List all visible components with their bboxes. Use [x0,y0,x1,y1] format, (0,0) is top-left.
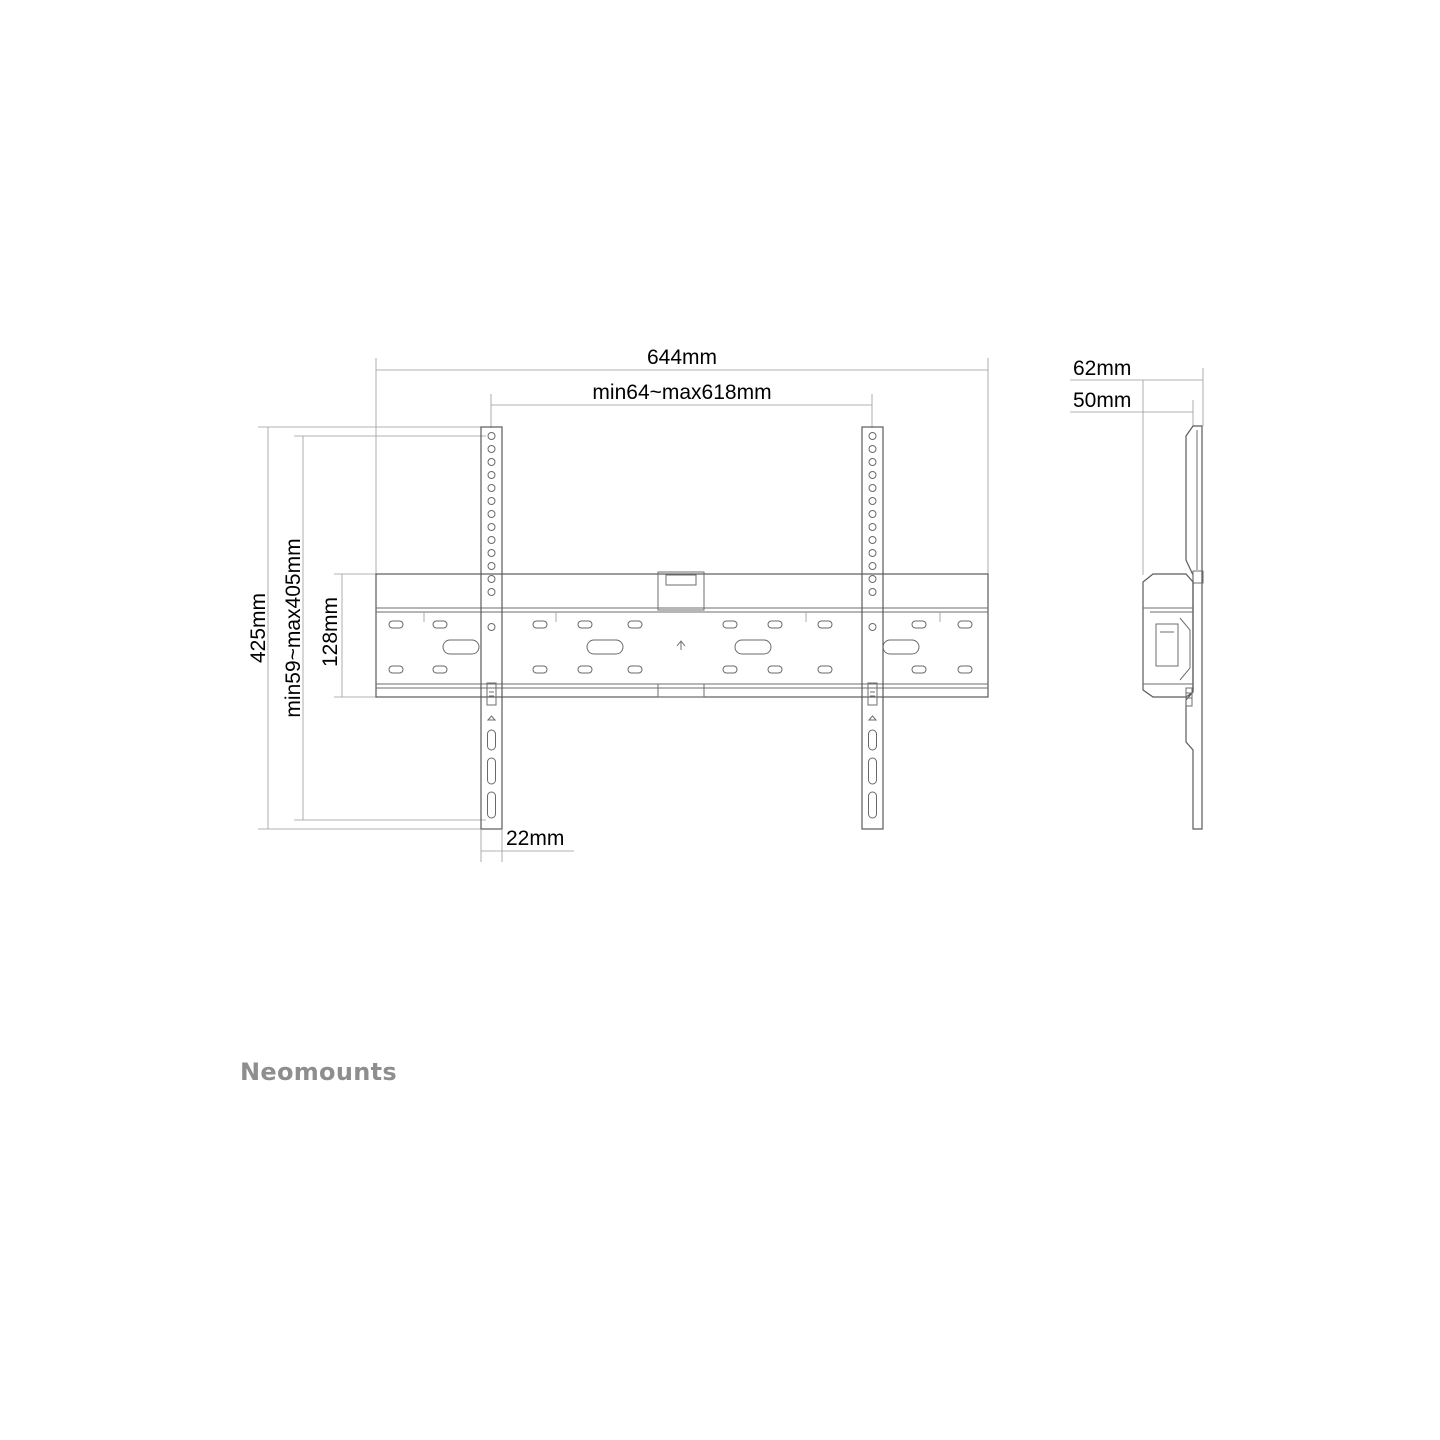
dimension-labels [247,346,1131,850]
label-depth-min: 50mm [1073,389,1132,412]
dimension-lines [258,358,1203,862]
label-vesa-height: min59~max405mm [282,538,305,718]
label-plate-height: 128mm [319,596,342,668]
left-arm [481,427,502,829]
label-overall-width: 644mm [646,346,718,369]
side-view [1143,426,1203,829]
left-arm-holes [488,433,495,631]
label-arm-width: 22mm [506,827,565,850]
label-depth-max: 62mm [1073,357,1132,380]
label-overall-height: 425mm [247,592,270,664]
right-arm-holes [869,433,876,631]
label-arm-spacing: min64~max618mm [592,381,772,404]
right-arm [862,427,883,829]
brand-logo: Neomounts [240,1058,397,1086]
wall-plate [376,572,988,697]
